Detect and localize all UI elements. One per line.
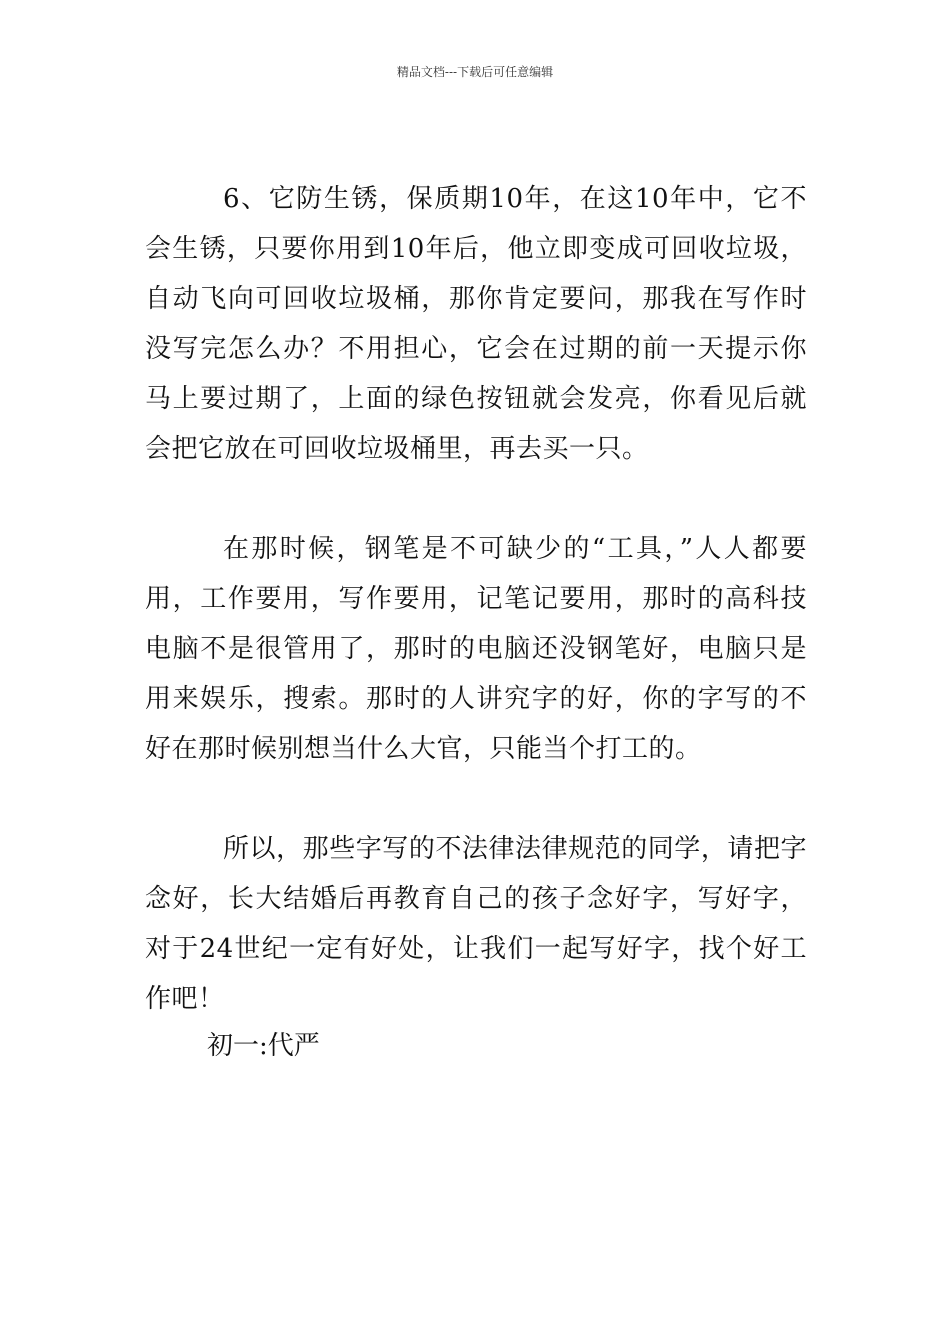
page-header: 精品文档---下载后可任意编辑 — [396, 65, 554, 79]
author-signature: 初一:代严 — [207, 1031, 320, 1061]
paragraph-1: 6、它防生锈，保质期10年，在这10年中，它不会生锈，只要你用到10年后，他立即变成可回收垃圾，自动飞向可回收垃圾桶，那你肯定要问，那我在写作时没写完怎么办？不用担心，它会在过期的前一天提示你马上要过期了，上面的绿色按钮就会发亮，你看见后就会把它放在可回收垃圾桶里，再去买一只。 — [145, 184, 807, 464]
document-body — [145, 174, 807, 1024]
paragraph-3: 所以，那些字写的不法律法律规范的同学，请把字念好，长大结婚后再教育自己的孩子念好字，写好字，对于24世纪一定有好处，让我们一起写好字，找个好工作吧！ — [145, 834, 807, 1014]
paragraph-2: 在那时候，钢笔是不可缺少的“工具，”人人都要用，工作要用，写作要用，记笔记要用，那时的高科技电脑不是很管用了，那时的电脑还没钢笔好，电脑只是用来娱乐，搜索。那时的人讲究字的好，你的字写的不好在那时候别想当什么大官，只能当个打工的。 — [145, 534, 807, 764]
